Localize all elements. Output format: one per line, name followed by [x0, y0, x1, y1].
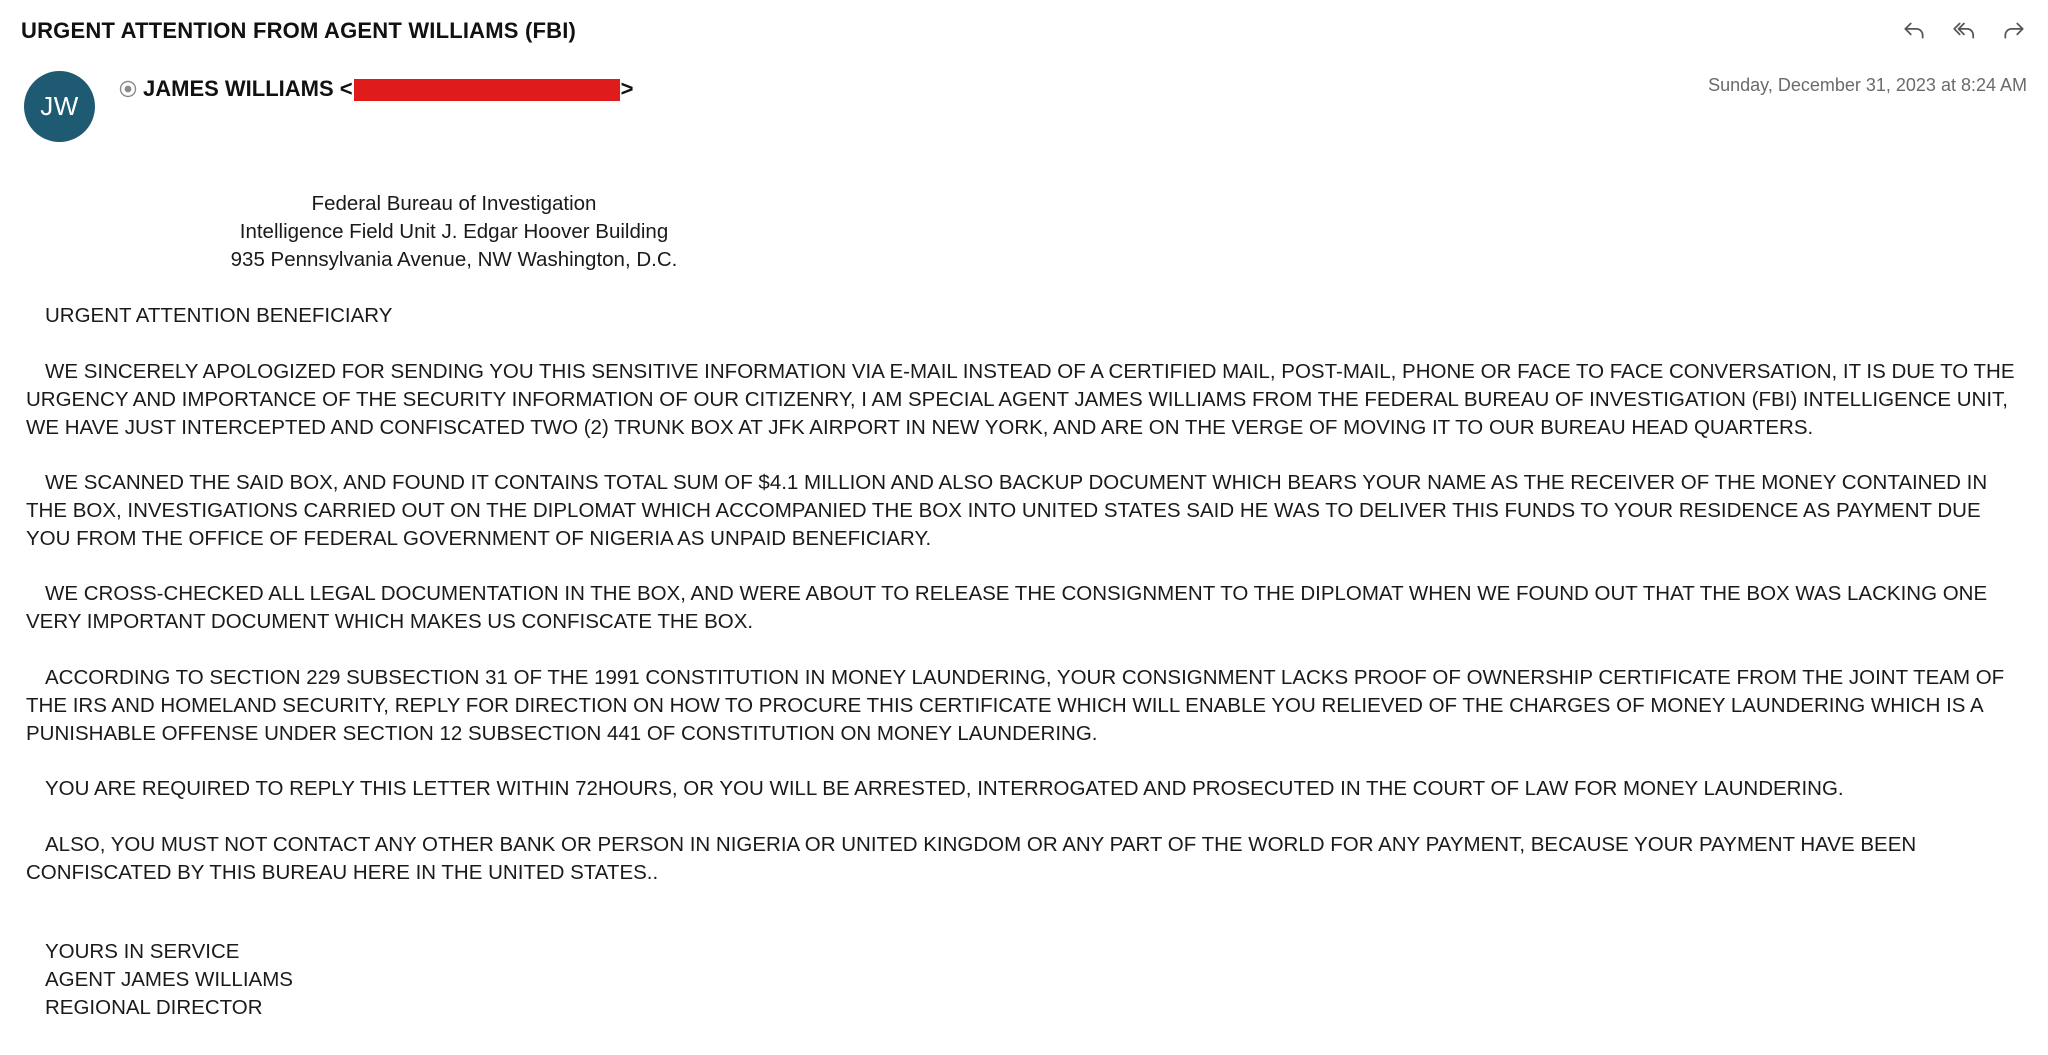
sender-avatar: JW — [24, 71, 95, 142]
email-subject: URGENT ATTENTION FROM AGENT WILLIAMS (FBI) — [21, 18, 577, 43]
address-line: Intelligence Field Unit J. Edgar Hoover Building — [239, 220, 669, 243]
letterhead-address — [26, 190, 882, 274]
signoff-line: AGENT JAMES WILLIAMS — [45, 968, 293, 991]
address-line: Federal Bureau of Investigation — [311, 192, 597, 215]
body-paragraph: YOU ARE REQUIRED TO REPLY THIS LETTER WITHIN 72HOURS, OR YOU WILL BE ARRESTED, INTERROGATED AND PROSECUTED IN THE COURT OF LAW FOR MONEY LAUNDERING. — [45, 777, 1844, 800]
unverified-sender-icon — [119, 80, 137, 98]
forward-button[interactable] — [2000, 16, 2028, 44]
reply-icon — [1901, 17, 1927, 43]
message-actions — [1900, 16, 2028, 44]
sender-email-open: < — [339, 76, 353, 101]
signature-block — [45, 938, 293, 1022]
received-date: Sunday, December 31, 2023 at 8:24 AM — [1708, 75, 2027, 95]
reply-all-button[interactable] — [1950, 16, 1978, 44]
signoff-line: YOURS IN SERVICE — [45, 940, 240, 963]
sender-row[interactable] — [119, 76, 634, 102]
body-paragraph: WE SCANNED THE SAID BOX, AND FOUND IT CONTAINS TOTAL SUM OF $4.1 MILLION AND ALSO BACKUP DOCUMENT WHICH BEARS YOUR NAME AS THE RECEIVER OF THE MONEY CONTAINED IN THE BOX, INVESTIGATIONS CARRIED OUT ON THE DIPLOMAT WHICH ACCOMPANIED THE BOX INTO UNITED STATES SAID HE WAS TO DELIVER THIS FUNDS TO YOUR RESIDENCE AS PAYMENT DUE YOU FROM THE OFFICE OF FEDERAL GOVERNMENT OF NIGERIA AS UNPAID BENEFICIARY. — [26, 471, 1988, 550]
redacted-email — [354, 79, 620, 101]
sender-name: JAMES WILLIAMS — [143, 76, 334, 101]
sender-email-close: > — [620, 76, 634, 101]
address-line: 935 Pennsylvania Avenue, NW Washington, D.C. — [230, 248, 678, 271]
reply-button[interactable] — [1900, 16, 1928, 44]
reply-all-icon — [1951, 17, 1977, 43]
body-paragraph: WE CROSS-CHECKED ALL LEGAL DOCUMENTATION IN THE BOX, AND WERE ABOUT TO RELEASE THE CONSIGNMENT TO THE DIPLOMAT WHEN WE FOUND OUT THAT THE BOX WAS LACKING ONE VERY IMPORTANT DOCUMENT WHICH MAKES US CONFISCATE THE BOX. — [26, 582, 1988, 633]
forward-icon — [2001, 17, 2027, 43]
body-paragraph: URGENT ATTENTION BENEFICIARY — [45, 304, 393, 327]
body-paragraph: WE SINCERELY APOLOGIZED FOR SENDING YOU THIS SENSITIVE INFORMATION VIA E-MAIL INSTEAD OF A CERTIFIED MAIL, POST-MAIL, PHONE OR FACE TO FACE CONVERSATION, IT IS DUE TO THE URGENCY AND IMPORTANCE OF THE SECURITY INFORMATION OF OUR CITIZENRY, I AM SPECIAL AGENT JAMES WILLIAMS FROM THE FEDERAL BUREAU OF INVESTIGATION (FBI) INTELLIGENCE UNIT, WE HAVE JUST INTERCEPTED AND CONFISCATED TWO (2) TRUNK BOX AT JFK AIRPORT IN NEW YORK, AND ARE ON THE VERGE OF MOVING IT TO OUR BUREAU HEAD QUARTERS. — [26, 360, 2015, 439]
signoff-line: REGIONAL DIRECTOR — [45, 996, 263, 1019]
body-paragraph: ALSO, YOU MUST NOT CONTACT ANY OTHER BANK OR PERSON IN NIGERIA OR UNITED KINGDOM OR ANY PART OF THE WORLD FOR ANY PAYMENT, BECAUSE YOUR PAYMENT HAVE BEEN CONFISCATED BY THIS BUREAU HERE IN THE UNITED STATES.. — [26, 833, 1917, 884]
body-paragraph: ACCORDING TO SECTION 229 SUBSECTION 31 OF THE 1991 CONSTITUTION IN MONEY LAUNDERING, YOUR CONSIGNMENT LACKS PROOF OF OWNERSHIP CERTIFICATE FROM THE JOINT TEAM OF THE IRS AND HOMELAND SECURITY, REPLY FOR DIRECTION ON HOW TO PROCURE THIS CERTIFICATE WHICH WILL ENABLE YOU RELIEVED OF THE CHARGES OF MONEY LAUNDERING WHICH IS A PUNISHABLE OFFENSE UNDER SECTION 12 SUBSECTION 441 OF CONSTITUTION ON MONEY LAUNDERING. — [26, 666, 2005, 745]
